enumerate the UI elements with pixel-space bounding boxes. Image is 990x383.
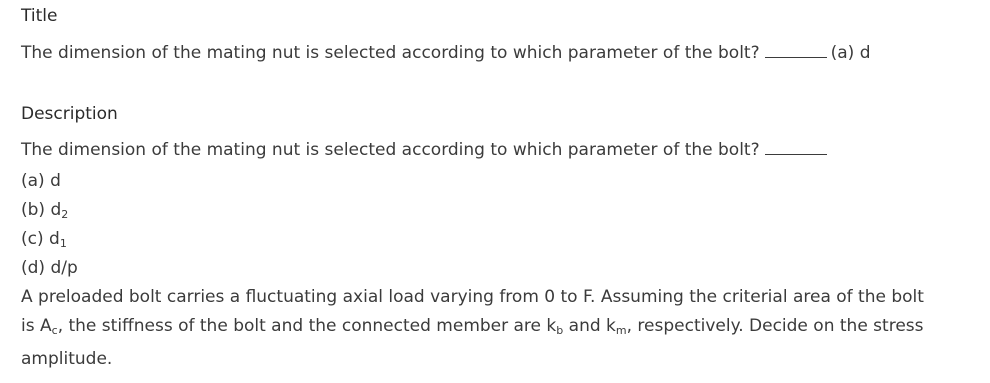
option-c-subscript: 1 — [59, 237, 67, 250]
option-b-text: (b) d — [21, 200, 62, 220]
option-d — [21, 257, 78, 279]
description-heading: Description — [21, 104, 118, 124]
paragraph-line-3: amplitude. — [21, 349, 113, 369]
option-b — [21, 199, 68, 226]
paragraph-line-1: A preloaded bolt carries a fluctuating axial load varying from 0 to F. Assuming the criterial area of the bolt — [21, 287, 924, 307]
problem-paragraph — [21, 283, 971, 374]
bolt-stiffness-subscript: b — [556, 324, 564, 337]
option-d-text: (d) d/p — [21, 258, 78, 278]
paragraph-line-2 — [21, 312, 971, 345]
option-b-subscript: 2 — [61, 208, 69, 221]
title-heading: Title — [21, 6, 58, 26]
member-stiffness-subscript: m — [615, 324, 627, 337]
paragraph-text: , respectively. Decide on the stress — [626, 316, 924, 336]
paragraph-text: , the stiffness of the bolt and the connected member are k — [57, 316, 557, 336]
option-c-text: (c) d — [21, 229, 60, 249]
paragraph-text: and k — [563, 316, 616, 336]
description-question — [21, 139, 831, 161]
option-c — [21, 228, 67, 255]
option-a — [21, 170, 61, 192]
paragraph-text: is A — [21, 316, 52, 336]
title-answer: (a) d — [830, 43, 871, 63]
option-a-text: (a) d — [21, 171, 61, 191]
title-question — [21, 42, 871, 64]
title-question-text: The dimension of the mating nut is selected according to which parameter of the bolt? — [21, 43, 760, 63]
area-subscript: c — [51, 324, 58, 337]
answer-blank — [765, 56, 827, 58]
answer-blank — [765, 153, 827, 155]
description-question-text: The dimension of the mating nut is selected according to which parameter of the bolt? — [21, 140, 760, 160]
